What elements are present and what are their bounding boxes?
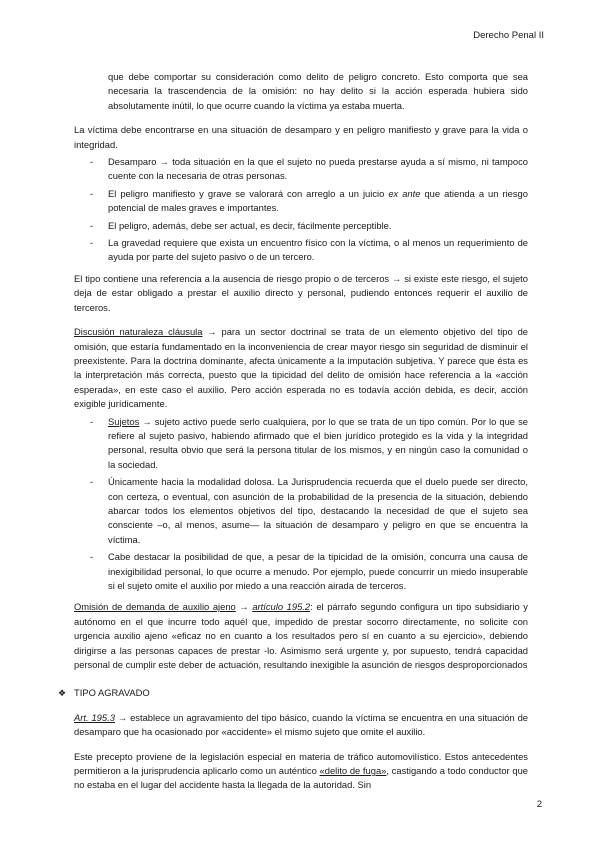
list-item: - El peligro, además, debe ser actual, es decir, fácilmente perceptible. [74,219,528,233]
paragraph-discusion [74,325,528,411]
article-reference: artículo 195.2 [252,601,311,613]
paragraph-victima: La víctima debe encontrarse en una situación de desamparo y en peligro manifiesto y grave para la vida o integridad. [74,124,528,150]
document-body [58,70,529,793]
paragraph-continuation: que debe comportar su consideración como delito de peligro concreto. Esto comporta que sea necesaria la trascendencia de la omisión: no hay delito si la acción esperada hubiera sido absolutamente inútil, lo que ocurre cuando la víctima ya estaba muerta. [108,71,528,111]
underlined-term: «delito de fuga» [319,765,387,777]
paragraph-omision-demanda [74,600,528,672]
arrow: → [235,601,253,613]
paragraph-text: → para un sector doctrinal se trata de un elemento objetivo del tipo de omisión, que estaría fundamentado en la inconveniencia de crear mayor riesgo sin seguridad de disminuir el preexistente. Para la doctrina dominante, afecta únicamente a la imputación subjetiva. Y parece que ésta es la interpretación más correcta, puesto que la tipicidad del delito de omisión hace referencia a la «acción esperada», en este caso el auxilio. Pero acción esperada no es todavía acción debida, es decir, acción exigible jurídicamente. [74,326,528,410]
paragraph-text: : el párrafo segundo configura un tipo subsidiario y autónomo en el que incurre todo aquél que, impedido de prestar socorro directamente, no solicite con urgencia auxilio ajeno «eficaz no en cuanto a los resultados pero sí en cuanto a su ejercicio», debiendo dirigirse a las personas capaces de prestar -lo. Asimismo será urgente y, por supuesto, tendrá capacidad personal de cumplir este deber de actuación, resultando inexigible la asunción de riesgos desproporcionados [74,601,528,671]
list-item: - Desamparo → toda situación en la que el sujeto no pueda prestarse ayuda a sí mismo, ni tampoco cuente con la necesaria de otras personas. [74,155,528,184]
underlined-term: Sujetos [108,415,140,427]
section-title: TIPO AGRAVADO [74,687,150,699]
italic-term: ex ante [388,187,421,199]
paragraph-precepto [74,750,528,793]
list-item-text: → sujeto activo puede serlo cualquiera, por lo que se trata de un tipo común. Por lo que se refiere al sujeto pasivo, habiendo afirmado que el bien jurídico protegido es la vida y la integridad personal, resulta obvio que será la persona titular de los mismos, y en ningún caso la comunidad o la sociedad. [108,415,528,470]
underlined-heading: Omisión de demanda de auxilio ajeno [74,601,236,613]
page-number: 2 [536,799,542,810]
list-item [74,187,528,216]
list-item: - Únicamente hacia la modalidad dolosa. La Jurisprudencia recuerda que el duelo puede ser directo, con certeza, o eventual, con asunción de la probabilidad de la presencia de la situación, debiendo abarcar todos los elementos objetivos del tipo, destacando la necesidad de que el sujeto sea consciente –o, al menos, asume— la situación de desamparo y peligro en que se encuentra la víctima. [74,475,528,547]
diamond-bullet-icon: ❖ [58,688,67,699]
list-item-text: El peligro manifiesto y grave se valorará con arreglo a un juicio [108,187,385,199]
list-item-text: que atienda a un riesgo potencial de males graves e importantes. [108,187,528,214]
paragraph-text: → establece un agravamiento del tipo básico, cuando la víctima se encuentra en una situación de desamparo que ha ocasionado por «accidente» el mismo sujeto que omite el auxilio. [74,711,528,738]
paragraph-text: Este precepto proviene de la legislación especial en materia de tráfico automovilístico. Estos antecedentes permitieron a la jurisprudencia aplicarlo como un auténtico [74,750,528,777]
underlined-heading: Discusión naturaleza cláusula [74,326,203,338]
list-item: - Cabe destacar la posibilidad de que, a pesar de la tipicidad de la omisión, concurra una causa de inexigibilidad personal, lo que ocurre a menudo. Por ejemplo, puede concurrir un miedo insuperable si el sujeto omite el auxilio por miedo a una reacción airada de terceros. [74,550,528,593]
paragraph-art-195-3 [74,711,528,740]
article-reference: Art. 195.3 [74,711,115,723]
list-desamparo [74,155,528,265]
list-item: - La gravedad requiere que exista un encuentro físico con la víctima, o al menos un requerimiento de ayuda por parte del sujeto pasivo o de un tercero. [74,236,528,265]
section-heading [58,686,528,700]
list-sujetos [74,415,528,594]
list-item [74,415,528,473]
page-header-title: Derecho Penal II [473,30,544,41]
paragraph-riesgo: El tipo contiene una referencia a la ausencia de riesgo propio o de terceros → si existe este riesgo, el sujeto deja de estar obligado a prestar el auxilio directo y personal, pudiendo entonces requerir el auxilio de terceros. [74,272,528,313]
paragraph-text: , castigando a todo conductor que no estaba en el lugar del accidente hasta la llegada de la autoridad. Sin [74,765,529,791]
